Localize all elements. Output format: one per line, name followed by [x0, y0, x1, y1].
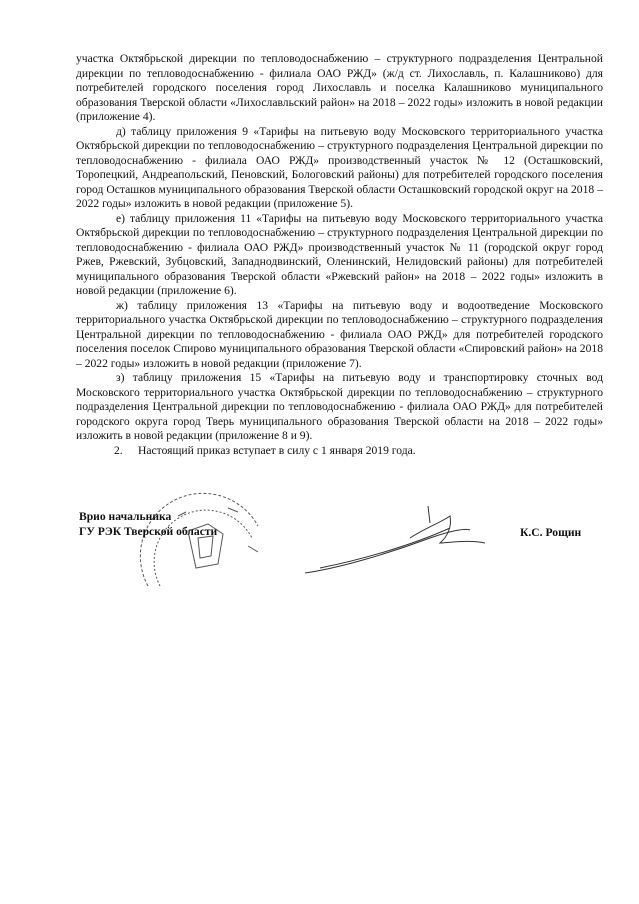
paragraph-item-z: з) таблицу приложения 15 «Тарифы на питьевую воду и транспортировку сточных вод Московского территориального участка Октябрьской дирекции по тепловодоснабжению – структурного подразделения Центральной дирекции по тепловодоснабжению - филиала ОАО РЖД» для потребителей городского округа город Тверь муниципального образования Тверской области на 2018 – 2022 годы» изложить в новой редакции (приложение 8 и 9). — [76, 371, 603, 442]
signatory-name: К.С. Рощин — [520, 526, 582, 539]
paragraph-item-zh: ж) таблицу приложения 13 «Тарифы на питьевую воду и водоотведение Московского территориального участка Октябрьской дирекции по тепловодоснабжению – структурного подразделения Центральной дирекции по тепловодоснабжению - филиала ОАО РЖД» для потребителей городского поселения поселок Спирово муниципального образования Тверской области «Спировский район» на 2018 – 2022 годы» изложить в новой редакции (приложение 7). — [76, 298, 603, 370]
item-number: 2. — [114, 443, 123, 457]
handwritten-signature — [300, 498, 490, 588]
paragraph-item-d: д) таблицу приложения 9 «Тарифы на питьевую воду Московского территориального участка Октябрьской дирекции по тепловодоснабжению – структурного подразделения Центральной дирекции по тепловодоснабжению - филиала ОАО РЖД» производственный участок № 12 (Осташковский, Торопецкий, Андреапольский, Пеновский, Бологовский районы) для потребителей городского поселения город Осташков муниципального образования Тверской области Осташковский городской округ на 2018 – 2022 годы» изложить в новой редакции (приложение 5). — [76, 124, 603, 210]
position-line-1: Врио начальника — [79, 510, 172, 523]
paragraph-item-e: е) таблицу приложения 11 «Тарифы на питьевую воду Московского территориального участка Октябрьской дирекции по тепловодоснабжению – структурного подразделения Центральной дирекции по тепловодоснабжению - филиала ОАО РЖД» производственный участок № 11 (городской округ город Ржев, Ржевский, Зубцовский, Западнодвинский, Оленинский, Нелидовский районы) для потребителей муниципального образования Тверской области «Ржевский район» на 2018 – 2022 годы» изложить в новой редакции (приложение 6). — [76, 211, 603, 297]
document-body — [76, 52, 603, 458]
signatory-position — [79, 509, 217, 539]
official-stamp-seal — [128, 486, 278, 601]
position-line-2: ГУ РЭК Тверской области — [79, 525, 218, 538]
paragraph-continuation: участка Октябрьской дирекции по тепловодоснабжению – структурного подразделения Центральной дирекции по тепловодоснабжению - филиала ОАО РЖД» (ж/д ст. Лихославль, п. Калашниково) для потребителей городского поселения город Лихославль и поселка Калашниково муниципального образования Тверской области «Лихославльский район» на 2018 – 2022 годы» изложить в новой редакции (приложение 4). — [76, 52, 603, 123]
item-text: Настоящий приказ вступает в силу с 1 января 2019 года. — [138, 443, 416, 457]
paragraph-item-2 — [76, 444, 603, 459]
